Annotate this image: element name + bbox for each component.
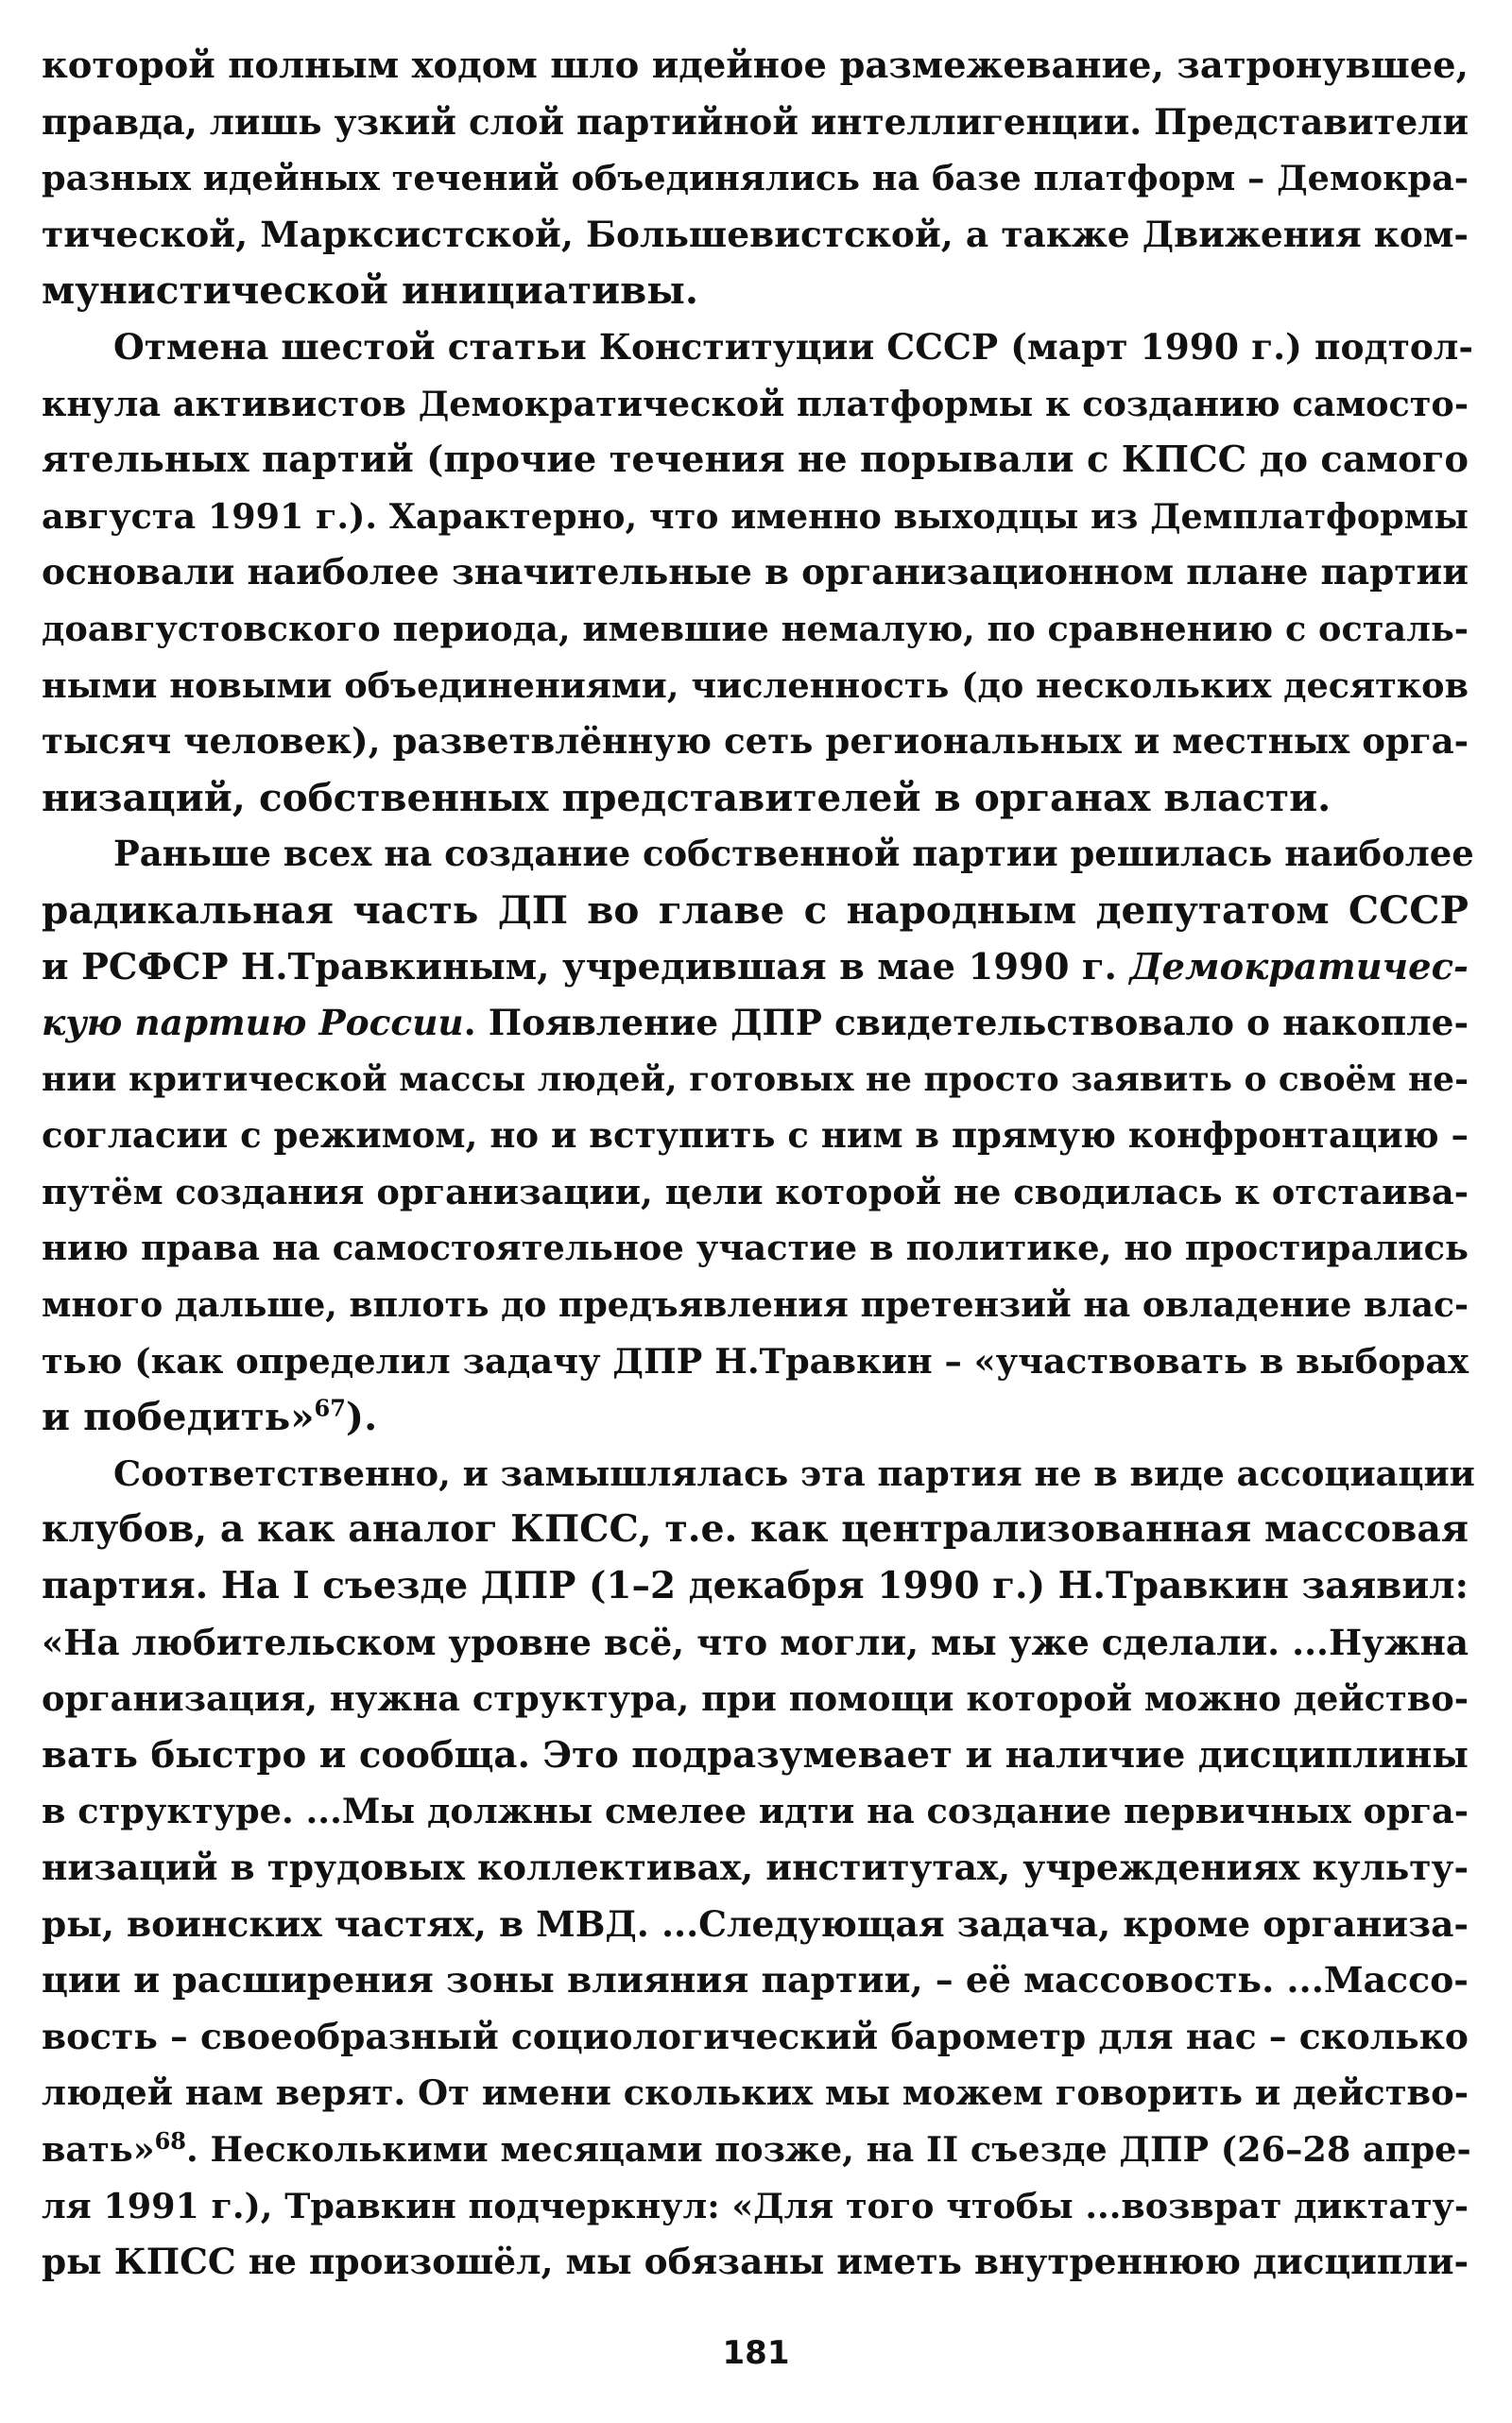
text-line: вость – своеобразный социологический барометр для нас – сколько <box>42 2015 1469 2057</box>
text-line: тью (как определил задачу ДПР Н.Травкин – «участвовать в выборах <box>42 1339 1469 1382</box>
text-run: . Несколькими месяцами позже, на II съезде ДПР (26–28 апре- <box>185 2128 1471 2170</box>
text-line <box>42 995 1469 1052</box>
text-line: кнула активистов Демократической платформы к созданию самосто- <box>42 383 1469 424</box>
page-number: 181 <box>722 2334 790 2372</box>
text-line: людей нам верят. От имени скольких мы можем говорить и действо- <box>42 2071 1469 2114</box>
text-line: августа 1991 г.). Характерно, что именно выходцы из Демплатформы <box>42 495 1469 537</box>
text-line: партия. На I съезде ДПР (1–2 декабря 1990 г.) Н.Травкин заявил: <box>42 1564 1469 1608</box>
text-line <box>42 2122 1469 2178</box>
text-line: правда, лишь узкий слой партийной интеллигенции. Представители <box>42 100 1469 143</box>
text-line: которой полным ходом шло идейное размежевание, затронувшее, <box>42 44 1469 87</box>
text-line: организация, нужна структура, при помощи которой можно действо- <box>42 1678 1469 1720</box>
text-line: путём создания организации, цели которой не сводилась к отстаива- <box>42 1170 1469 1212</box>
body-text <box>42 38 1475 2291</box>
text-line: нию права на самостоятельное участие в политике, но простирались <box>42 1227 1469 1269</box>
paragraph-2 <box>42 319 1473 826</box>
text-line: Отмена шестой статьи Конституции СССР (март 1990 г.) подтол- <box>113 325 1473 368</box>
text-line <box>42 939 1469 996</box>
text-line: мунистической инициативы. <box>42 267 698 314</box>
text-line: низаций в трудовых коллективах, институтах, учреждениях культу- <box>42 1847 1469 1888</box>
text-run: . Появление ДПР свидетельствовало о накопле- <box>463 1002 1469 1044</box>
party-name-emphasis: Демократичес- <box>1129 945 1469 988</box>
text-line: много дальше, вплоть до предъявления претензий на овладение влас- <box>42 1284 1469 1326</box>
text-line: доавгустовского периода, имевшие немалую, по сравнению с осталь- <box>42 608 1469 649</box>
text-run: и РСФСР Н.Травкиным, учредившая в мае 1990 г. <box>42 945 1130 988</box>
text-line <box>42 1389 1469 1446</box>
paragraph-1 <box>42 38 1469 319</box>
party-name-emphasis: кую партию России <box>42 1002 464 1044</box>
text-line: вать быстро и сообща. Это подразумевает и наличие дисциплины <box>42 1733 1469 1777</box>
text-run: вать» <box>42 2128 155 2170</box>
text-line: согласии с режимом, но и вступить с ним в прямую конфронтацию – <box>42 1114 1469 1157</box>
text-line: ры, воинских частях, в МВД. ...Следующая задача, кроме организа- <box>42 1902 1469 1945</box>
text-line: ры КПСС не произошёл, мы обязаны иметь внутреннюю дисципли- <box>42 2241 1469 2283</box>
paragraph-4 <box>42 1446 1475 2291</box>
text-run: и победить» <box>42 1394 315 1440</box>
footnote-ref[interactable]: 68 <box>154 2126 186 2155</box>
text-line: «На любительском уровне всё, что могли, мы уже сделали. ...Нужна <box>42 1621 1469 1663</box>
text-line: тической, Марксистской, Большевистской, а также Движения ком- <box>42 213 1469 255</box>
text-line: разных идейных течений объединялись на базе платформ – Демокра- <box>42 158 1469 199</box>
footnote-ref[interactable]: 67 <box>314 1394 346 1422</box>
text-line: Соответственно, и замышлялась эта партия не в виде ассоциации <box>113 1452 1475 1494</box>
text-line: нии критической массы людей, готовых не просто заявить о своём не- <box>42 1058 1469 1099</box>
paragraph-3 <box>42 826 1474 1446</box>
text-line: ятельных партий (прочие течения не порывали с КПСС до самого <box>42 438 1469 482</box>
text-line: ными новыми объединениями, численность (до нескольких десятков <box>42 664 1469 706</box>
text-line: радикальная часть ДП во главе с народным депутатом СССР <box>42 886 1469 933</box>
text-line: ции и расширения зоны влияния партии, – её массовость. ...Массо- <box>42 1959 1469 2002</box>
text-line: основали наиболее значительные в организационном плане партии <box>42 551 1469 593</box>
text-line: клубов, а как аналог КПСС, т.е. как централизованная массовая <box>42 1507 1469 1552</box>
text-line: Раньше всех на создание собственной партии решилась наиболее <box>113 833 1474 875</box>
text-line: низаций, собственных представителей в органах власти. <box>42 774 1332 820</box>
text-line: тысяч человек), разветвлённую сеть региональных и местных орга- <box>42 720 1469 763</box>
text-line: ля 1991 г.), Травкин подчеркнул: «Для того чтобы ...возврат диктату- <box>42 2185 1469 2226</box>
text-run: ). <box>345 1394 378 1440</box>
text-line: в структуре. ...Мы должны смелее идти на создание первичных орга- <box>42 1791 1469 1832</box>
